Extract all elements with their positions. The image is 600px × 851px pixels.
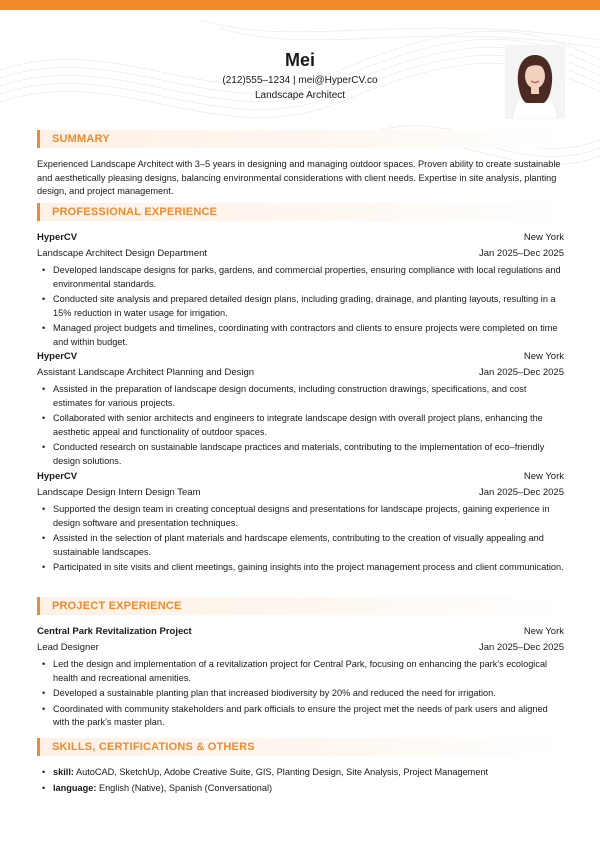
projects-heading: PROJECT EXPERIENCE	[52, 600, 182, 612]
project-location: New York	[523, 626, 564, 637]
bullet-item: • Collaborated with senior architects and engineers to integrate landscape design with overall project plans, enhancing the aesthetic appeal and functionality of outdoor spaces.	[37, 412, 564, 439]
summary-text: Experienced Landscape Architect with 3–5 years in designing and managing outdoor spaces. Proven ability to create sustainable and aesthetically pleasing designs, balancing environmental considerations with client needs. Expertise in site analysis, planting design, and project management.	[37, 159, 561, 196]
experience-1-role-row	[37, 247, 564, 261]
project-name: Central Park Revitalization Project	[37, 626, 192, 637]
experience-2-company-row	[37, 350, 564, 364]
experience-2-bullets	[37, 383, 564, 470]
bullet-item: • Supported the design team in creating conceptual designs and presentations for landscape projects, gaining experience in design software and presentation techniques.	[37, 503, 564, 530]
experience-3-role-row	[37, 486, 564, 500]
profile-photo	[505, 45, 565, 119]
skill-value: AutoCAD, SketchUp, Adobe Creative Suite, GIS, Planting Design, Site Analysis, Project Management	[73, 767, 489, 777]
company-name: HyperCV	[37, 471, 78, 482]
project-dates: Jan 2025–Dec 2025	[478, 642, 564, 653]
company-location: New York	[523, 232, 564, 243]
bullet-item: • Assisted in the preparation of landscape design documents, including construction drawings, specifications, and cost estimates for various projects.	[37, 383, 564, 410]
experience-section-header	[37, 203, 564, 221]
project-role: Lead Designer	[37, 642, 99, 653]
skill-item	[37, 766, 564, 780]
contact-info: (212)555–1234 | mei@HyperCV.co	[222, 75, 378, 86]
bullet-item: • Developed a sustainable planting plan that increased biodiversity by 20% and reduced the need for irrigation.	[37, 687, 564, 701]
role-title: Assistant Landscape Architect Planning and Design	[37, 367, 255, 378]
role-dates: Jan 2025–Dec 2025	[478, 248, 564, 259]
bullet-item: • Coordinated with community stakeholders and park officials to ensure the project met the needs of park users and aligned with the park's master plan.	[37, 703, 564, 730]
bullet-item: • Conducted research on sustainable landscape practices and materials, contributing to the implementation of eco–friendly design solutions.	[37, 441, 564, 468]
summary-section-header	[37, 130, 564, 148]
company-name: HyperCV	[37, 232, 78, 243]
experience-1-bullets	[37, 264, 564, 351]
company-location: New York	[523, 471, 564, 482]
experience-1-company-row	[37, 231, 564, 245]
top-accent-bar	[0, 0, 600, 10]
bullet-item: • Led the design and implementation of a revitalization project for Central Park, focusing on enhancing the park's ecological health and recreational amenities.	[37, 658, 564, 685]
role-dates: Jan 2025–Dec 2025	[478, 367, 564, 378]
bullet-item: • Developed landscape designs for parks, gardens, and commercial properties, ensuring compliance with local regulations and environmental standards.	[37, 264, 564, 291]
projects-section-header	[37, 597, 564, 615]
language-item	[37, 782, 564, 796]
bullet-item: • Conducted site analysis and prepared detailed design plans, including grading, drainage, and planting layouts, resulting in a 15% reduction in water usage for irrigation.	[37, 293, 564, 320]
role-title: Landscape Design Intern Design Team	[37, 487, 201, 498]
skills-list	[37, 766, 564, 797]
candidate-name: Mei	[284, 50, 315, 70]
experience-3-bullets	[37, 503, 564, 577]
company-location: New York	[523, 351, 564, 362]
experience-heading: PROFESSIONAL EXPERIENCE	[52, 206, 218, 218]
skills-heading: SKILLS, CERTIFICATIONS & OTHERS	[52, 741, 255, 753]
role-title: Landscape Architect Design Department	[37, 248, 208, 259]
bullet-item: • Managed project budgets and timelines, coordinating with contractors and clients to ensure projects were completed on time and within budget.	[37, 322, 564, 349]
language-key: language:	[53, 782, 97, 793]
experience-3-company-row	[37, 470, 564, 484]
experience-2-role-row	[37, 366, 564, 380]
company-name: HyperCV	[37, 351, 78, 362]
summary-heading: SUMMARY	[52, 133, 110, 145]
bullet-item: • Participated in site visits and client meetings, gaining insights into the project management process and client communication.	[37, 561, 564, 575]
skills-section-header	[37, 738, 564, 756]
project-1-role-row	[37, 641, 564, 655]
skill-key: skill:	[53, 767, 74, 777]
language-value: English (Native), Spanish (Conversational)	[96, 782, 273, 793]
project-1-name-row	[37, 625, 564, 639]
job-title: Landscape Architect	[254, 90, 346, 101]
role-dates: Jan 2025–Dec 2025	[478, 487, 564, 498]
bullet-item: • Assisted in the selection of plant materials and hardscape elements, contributing to the creation of visually appealing and sustainable landscapes.	[37, 532, 564, 559]
project-1-bullets	[37, 658, 564, 732]
